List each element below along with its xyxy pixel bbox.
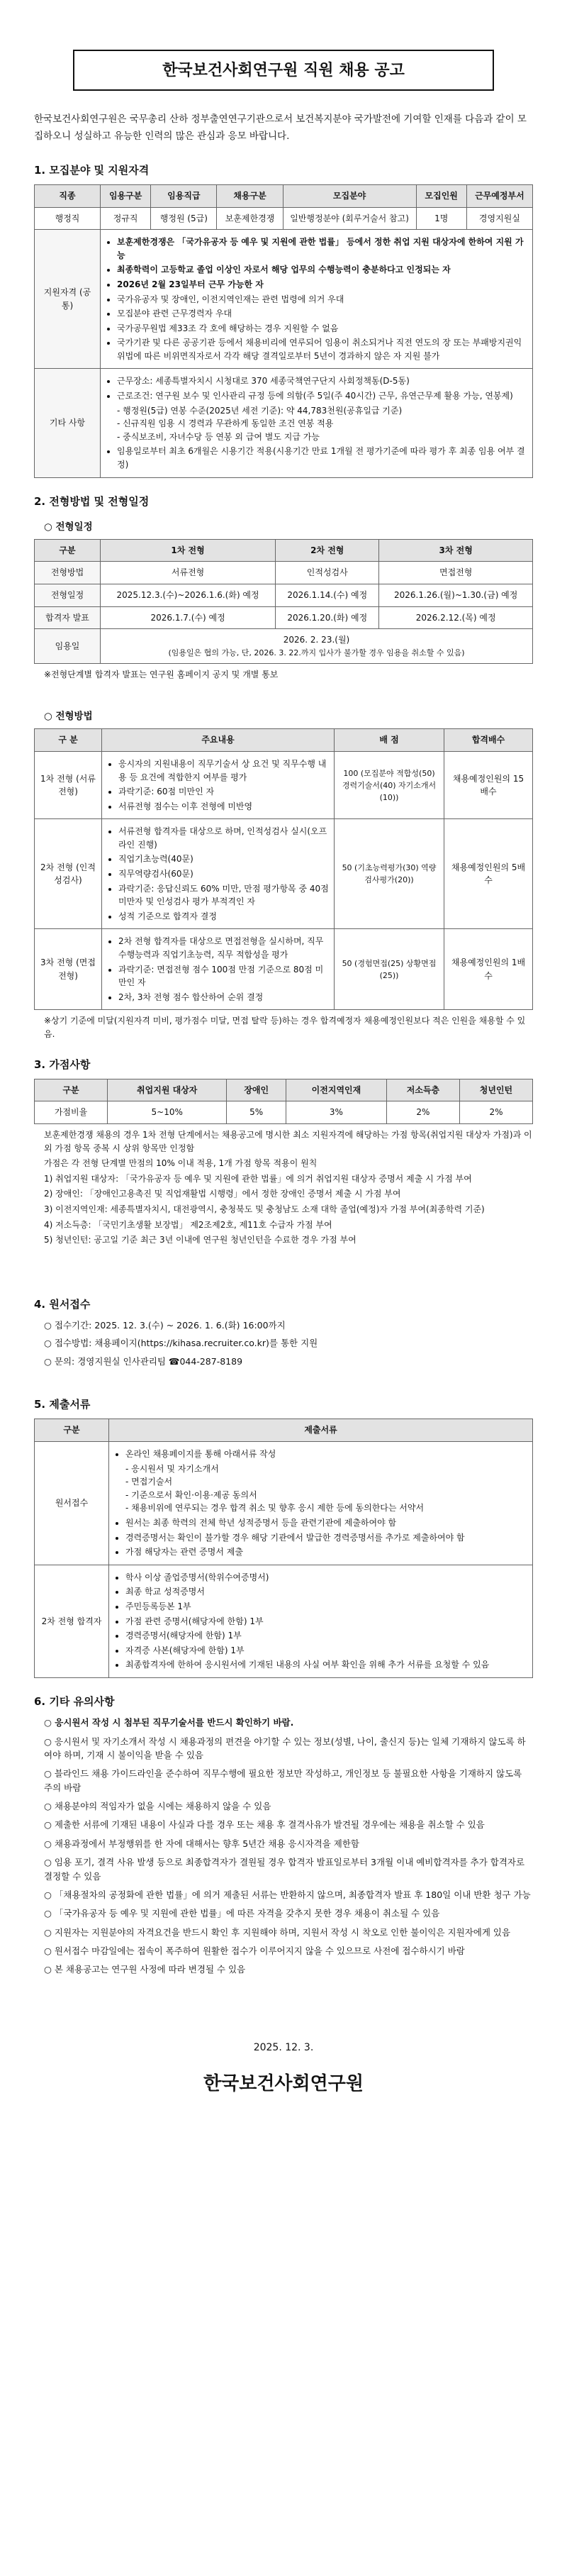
col-header: 1차 전형 <box>101 539 276 562</box>
list-item[interactable]: ○ 접수방법: 채용페이지(https://kihasa.recruiter.co.kr)를 통한 지원 <box>44 1338 318 1349</box>
method-points <box>107 757 329 813</box>
bonus-note: 5) 청년인턴: 공고일 기준 최근 3년 이내에 연구원 청년인턴을 수료한 경우 가점 부여 <box>44 1235 357 1245</box>
col-header: 이전지역인재 <box>286 1079 386 1101</box>
table-cell: 전형방법 <box>35 562 101 584</box>
list-item: • 과락기준: 응답신뢰도 60% 미만, 만점 평가항목 중 40점 미만자 및 인성검사 평가 부적격인 자 <box>118 882 329 909</box>
page-title: 한국보건사회연구원 직원 채용 공고 <box>73 50 494 91</box>
list-item: • 응시자의 지원내용이 직무기술서 상 요건 및 직무수행 내용 등 요건에 적합한지 여부를 평가 <box>118 757 329 784</box>
list-item: • 과락기준: 면접전형 점수 100점 만점 기준으로 80점 미만인 자 <box>118 963 329 989</box>
list-item: • 모집분야 관련 근무경력자 우대 <box>117 307 527 321</box>
col-header: 구분 <box>35 1419 109 1442</box>
list-item: • 근로조건: 연구원 보수 및 인사관리 규정 등에 의함(주 5일(주 40시간) 근무, 유연근무제 활용 가능, 연봉제) <box>117 389 527 403</box>
recruit-table <box>34 184 533 478</box>
documents-list <box>114 1448 527 1461</box>
list-item: • 성적 기준으로 합격자 결정 <box>118 910 329 923</box>
table-row <box>35 562 533 584</box>
intro-text: 한국보건사회연구원은 국무총리 산하 정부출연연구기관으로서 보건복지분야 국가발전에 기여할 인재를 다음과 같이 모집하오니 성실하고 유능한 인력의 많은 관심과 응모 바랍니다. <box>34 113 527 143</box>
section-1-heading: 1. 모집분야 및 지원자격 <box>34 163 150 177</box>
table-cell: 50 (기초능력평가(30) 역량검사평가(20)) <box>335 819 444 929</box>
col-header: 합격배수 <box>444 729 533 752</box>
col-header: 임용직급 <box>151 184 217 207</box>
list-item: ○ 문의: 경영지원실 인사관리팀 ☎044-287-8189 <box>44 1355 243 1367</box>
section-4-heading: 4. 원서접수 <box>34 1297 91 1311</box>
method-points <box>107 935 329 1004</box>
list-item: • 2차, 3차 전형 점수 합산하여 순위 결정 <box>118 991 329 1004</box>
section-2-heading: 2. 전형방법 및 전형일정 <box>34 494 150 508</box>
bonus-note: 가점은 각 전형 단계별 만점의 10% 이내 적용, 1개 가점 항목 적용이 원칙 <box>44 1158 318 1169</box>
etc-list <box>106 374 527 402</box>
schedule-table <box>34 539 533 664</box>
list-item: - 기준으로서 확인·이용·제공 동의서 <box>125 1489 527 1502</box>
organization-name: 한국보건사회연구원 <box>203 2073 364 2095</box>
start-date-cell <box>101 629 533 664</box>
bonus-table <box>34 1079 533 1124</box>
table-cell: 채용예정인원의 5배수 <box>444 819 533 929</box>
list-item: • 국가유공자 및 장애인, 이전지역인재는 관련 법령에 의거 우대 <box>117 293 527 306</box>
table-cell: 3% <box>286 1101 386 1124</box>
table-cell <box>102 929 335 1010</box>
table-cell: 100 (모집분야 적합성(50) 경력기술서(40) 자기소개서(10)) <box>335 751 444 818</box>
list-item: ○ 응시원서 및 자기소개서 작성 시 채용과정의 편견을 야기할 수 있는 정보(성별, 나이, 출신지 등)는 일체 기재하지 않도록 하여야 하며, 기재 시 불이익을 받을 수 있음 <box>44 1736 526 1760</box>
list-item: • 국가기관 및 다른 공공기관 등에서 채용비리에 연루되어 임용이 취소되거나 직전 연도의 장 또는 부패방지권익위법에 따른 비위면직자로서 각각 해당 결격일로부터 5년이 경과하지 않은 자 지원 불가 <box>117 336 527 362</box>
list-item: ○ 원서접수 마감일에는 접속이 폭주하여 원활한 접수가 이루어지지 않을 수 있으므로 사전에 접수하시기 바람 <box>44 1945 465 1957</box>
list-item: ○ 제출한 서류에 기재된 내용이 사실과 다를 경우 또는 채용 후 결격사유가 발견될 경우에는 채용을 취소할 수 있음 <box>44 1819 485 1831</box>
table-cell: 면접전형 <box>379 562 533 584</box>
list-item: ○ 채용과정에서 부정행위를 한 자에 대해서는 향후 5년간 채용 응시자격을 제한함 <box>44 1838 359 1849</box>
col-header: 제출서류 <box>109 1419 533 1442</box>
table-row <box>35 1565 533 1677</box>
table-row <box>35 1101 533 1124</box>
bonus-note: 4) 저소득층: 「국민기초생활 보장법」 제2조제2호, 제11호 수급자 가점 부여 <box>44 1219 332 1230</box>
table-cell: 2026.1.14.(수) 예정 <box>276 584 379 606</box>
table-cell: 채용예정인원의 1배수 <box>444 929 533 1010</box>
list-item: • 자격증 사본(해당자에 한함) 1부 <box>125 1644 527 1658</box>
documents-list <box>114 1516 527 1559</box>
bonus-note: 2) 장애인: 「장애인고용촉진 및 직업재활법 시행령」에서 정한 장애인 증명서 제출 시 가점 부여 <box>44 1189 401 1199</box>
table-row <box>35 606 533 629</box>
bonus-note: 보훈제한경쟁 채용의 경우 1차 전형 단계에서는 채용공고에 명시한 최소 지원자격에 해당하는 가점 항목(취업지원 대상자 가점)과 이외 가점 항목 중복 시 상위 항목만 인정함 <box>44 1130 532 1153</box>
list-item: • 원서는 최종 학력의 전체 학년 성적증명서 등을 관련기관에 제출하여야 함 <box>125 1516 527 1530</box>
etc-label: 기타 사항 <box>35 369 101 477</box>
list-item: - 채용비위에 연루되는 경우 합격 취소 및 향후 응시 제한 등에 동의한다는 서약서 <box>125 1501 527 1515</box>
table-cell <box>102 819 335 929</box>
list-item: ○ 「국가유공자 등 예우 및 지원에 관한 법률」에 따른 자격을 갖추지 못한 경우 채용이 취소될 수 있음 <box>44 1908 440 1919</box>
table-cell: 서류전형 <box>101 562 276 584</box>
col-header: 구분 <box>35 1079 108 1101</box>
table-row <box>35 629 533 664</box>
table-cell: 2026.2.12.(목) 예정 <box>379 606 533 629</box>
table-cell: 2% <box>459 1101 532 1124</box>
list-item: • 2차 전형 합격자를 대상으로 면접전형을 실시하며, 직무수행능력과 직업기초능력, 직무 적합성을 평가 <box>118 935 329 961</box>
table-cell: 2% <box>386 1101 459 1124</box>
list-item: • 최종 학교 성적증명서 <box>125 1585 527 1599</box>
documents-table <box>34 1419 533 1678</box>
method-note: ※상기 기준에 미달(지원자격 미비, 평가점수 미달, 면접 탈락 등)하는 경우 합격예정자 채용예정인원보다 적은 인원을 채용할 수 있음. <box>44 1016 526 1040</box>
table-cell: 2026.1.7.(수) 예정 <box>101 606 276 629</box>
list-item: ○ 응시원서 작성 시 첨부된 직무기술서를 반드시 확인하기 바람. <box>44 1717 294 1728</box>
table-cell: 인적성검사 <box>276 562 379 584</box>
list-item: • 최종학력이 고등학교 졸업 이상인 자로서 해당 업무의 수행능력이 충분하다고 인정되는 자 <box>117 263 527 277</box>
section-3-heading: 3. 가점사항 <box>34 1057 91 1071</box>
table-cell: 50 (경험면접(25) 상황면접(25)) <box>335 929 444 1010</box>
qualification-list-cell <box>101 230 533 369</box>
list-item: • 근무장소: 세종특별자치시 시청대로 370 세종국책연구단지 사회정책동(D-5동) <box>117 374 527 388</box>
table-cell: 행정원 (5급) <box>151 207 217 230</box>
documents-list <box>114 1571 527 1672</box>
table-cell: 3차 전형 (면접전형) <box>35 929 102 1010</box>
table-row <box>35 230 533 369</box>
list-item: • 2026년 2월 23일부터 근무 가능한 자 <box>117 278 527 292</box>
col-header: 근무예정부서 <box>466 184 532 207</box>
list-item: • 온라인 채용페이지를 통해 아래서류 작성 <box>125 1448 527 1461</box>
method-title: ○ 전형방법 <box>44 711 93 723</box>
bonus-notes <box>44 1128 533 1247</box>
table-cell: 1명 <box>416 207 466 230</box>
col-header: 2차 전형 <box>276 539 379 562</box>
table-cell: 보훈제한경쟁 <box>217 207 283 230</box>
qualification-list <box>106 235 527 362</box>
guideline-list <box>44 1716 533 1977</box>
list-item: • 과락기준: 60점 미만인 자 <box>118 785 329 799</box>
list-item: • 가점 해당자는 관련 증명서 제출 <box>125 1545 527 1559</box>
col-header: 모집인원 <box>416 184 466 207</box>
table-row <box>35 819 533 929</box>
table-cell <box>102 751 335 818</box>
table-cell: 5~10% <box>108 1101 227 1124</box>
list-item: ○ 「채용절차의 공정화에 관한 법률」에 의거 제출된 서류는 반환하지 않으며, 최종합격자 발표 후 180일 이내 반환 청구 가능 <box>44 1889 531 1900</box>
table-row <box>35 207 533 230</box>
list-item: • 직무역량검사(60문) <box>118 867 329 881</box>
section-6-heading: 6. 기타 유의사항 <box>34 1694 115 1708</box>
table-cell: 행정직 <box>35 207 101 230</box>
list-item: ○ 임용 포기, 결격 사유 발생 등으로 최종합격자가 결원될 경우 합격자 발표일로부터 3개월 이내 예비합격자를 추가 합격자로 결정할 수 있음 <box>44 1857 525 1882</box>
table-cell: 경영지원실 <box>466 207 532 230</box>
table-cell: 2차 전형 합격자 <box>35 1565 109 1677</box>
list-item: • 국가공무원법 제33조 각 호에 해당하는 경우 지원할 수 없음 <box>117 322 527 335</box>
start-date-note: (임용일은 협의 가능, 단, 2026. 3. 22.까지 입사가 불가할 경우 임용을 취소할 수 있음) <box>168 648 465 657</box>
list-item: • 학사 이상 졸업증명서(학위수여증명서) <box>125 1571 527 1584</box>
table-cell: 원서접수 <box>35 1442 109 1565</box>
list-item: ○ 지원자는 지원분야의 자격요건을 반드시 확인 후 지원해야 하며, 지원서 작성 시 착오로 인한 불이익은 지원자에게 있음 <box>44 1926 511 1938</box>
table-cell: 임용일 <box>35 629 101 664</box>
bonus-note: 3) 이전지역인재: 세종특별자치시, 대전광역시, 충청북도 및 충청남도 소재 대학 졸업(예정)자 가점 부여(최종학력 기준) <box>44 1204 485 1215</box>
list-item: • 가점 관련 증명서(해당자에 한함) 1부 <box>125 1615 527 1628</box>
list-item: - 행정원(5급) 연봉 수준(2025년 세전 기준): 약 44,783천원(공휴일급 기준) <box>117 404 527 418</box>
col-header: 장애인 <box>227 1079 286 1101</box>
col-header: 구분 <box>35 539 101 562</box>
col-header: 배 점 <box>335 729 444 752</box>
list-item: - 신규직원 임용 시 경력과 무관하게 동일한 조건 연봉 적용 <box>117 417 527 431</box>
qualification-label: 지원자격 (공통) <box>35 230 101 369</box>
table-row <box>35 369 533 477</box>
col-header: 모집분야 <box>283 184 416 207</box>
col-header: 직종 <box>35 184 101 207</box>
list-item: • 주민등록등본 1부 <box>125 1600 527 1614</box>
table-cell: 5% <box>227 1101 286 1124</box>
list-item: - 중식보조비, 자녀수당 등 연봉 외 급여 별도 지급 가능 <box>117 431 527 444</box>
section-5-heading: 5. 제출서류 <box>34 1398 91 1411</box>
table-row <box>35 751 533 818</box>
list-item: • 최종합격자에 한하여 응시원서에 기재된 내용의 사실 여부 확인을 위해 추가 서류를 요청할 수 있음 <box>125 1658 527 1672</box>
documents-sublist <box>114 1462 527 1515</box>
col-header: 구 분 <box>35 729 102 752</box>
list-item: • 경력증명서는 확인이 불가할 경우 해당 기관에서 발급한 경력증명서를 추가로 제출하여야 함 <box>125 1531 527 1545</box>
list-item: • 보훈제한경쟁은 「국가유공자 등 예우 및 지원에 관한 법률」 등에서 정한 취업 지원 대상자에 한하여 지원 가능 <box>117 235 527 262</box>
col-header: 저소득층 <box>386 1079 459 1101</box>
list-item: • 서류전형 점수는 이후 전형에 미반영 <box>118 800 329 814</box>
col-header: 3차 전형 <box>379 539 533 562</box>
table-row <box>35 929 533 1010</box>
table-cell: 2차 전형 (인적성검사) <box>35 819 102 929</box>
list-item: - 응시원서 및 자기소개서 <box>125 1462 527 1476</box>
method-table <box>34 728 533 1010</box>
col-header: 임용구분 <box>101 184 151 207</box>
list-item: • 경력증명서(해당자에 한함) 1부 <box>125 1629 527 1643</box>
table-cell: 일반행정분야 (회루거술서 참고) <box>283 207 416 230</box>
method-points <box>107 825 329 923</box>
col-header: 채용구분 <box>217 184 283 207</box>
list-item: • 임용일로부터 최초 6개월은 시용기간 적용(시용기간 만료 1개월 전 평가기준에 따라 평가 후 최종 임용 여부 결정) <box>117 445 527 471</box>
table-cell <box>109 1565 533 1677</box>
col-header: 청년인턴 <box>459 1079 532 1101</box>
notice-date: 2025. 12. 3. <box>253 2041 314 2053</box>
table-row <box>35 584 533 606</box>
table-cell: 가점비율 <box>35 1101 108 1124</box>
list-item: ○ 본 채용공고는 연구원 사정에 따라 변경될 수 있음 <box>44 1964 246 1975</box>
table-cell: 정규직 <box>101 207 151 230</box>
list-item: ○ 접수기간: 2025. 12. 3.(수) ~ 2026. 1. 6.(화) 16:00까지 <box>44 1320 286 1331</box>
list-item: ○ 채용분야의 적임자가 없을 시에는 채용하지 않을 수 있음 <box>44 1801 271 1812</box>
schedule-note: ※전형단계별 합격자 발표는 연구원 홈페이지 공지 및 개별 통보 <box>44 669 279 679</box>
table-cell: 2026.1.20.(화) 예정 <box>276 606 379 629</box>
application-list <box>44 1318 533 1368</box>
table-cell: 2025.12.3.(수)~2026.1.6.(화) 예정 <box>101 584 276 606</box>
col-header: 취업지원 대상자 <box>108 1079 227 1101</box>
list-item: • 서류전형 합격자를 대상으로 하며, 인적성검사 실시(오프라인 진행) <box>118 825 329 851</box>
schedule-title: ○ 전형일정 <box>44 521 93 533</box>
etc-sublist <box>106 404 527 444</box>
table-cell: 전형일정 <box>35 584 101 606</box>
table-cell: 2026.1.26.(월)~1.30.(금) 예정 <box>379 584 533 606</box>
list-item: • 직업기초능력(40문) <box>118 853 329 866</box>
table-cell: 채용예정인원의 15배수 <box>444 751 533 818</box>
etc-list-cell <box>101 369 533 477</box>
table-row <box>35 1442 533 1565</box>
table-cell: 1차 전형 (서류전형) <box>35 751 102 818</box>
list-item: ○ 블라인드 채용 가이드라인을 준수하여 직무수행에 필요한 정보만 작성하고, 개인정보 등 불필요한 사항을 기재하지 않도록 주의 바람 <box>44 1768 522 1793</box>
bonus-note: 1) 취업지원 대상자: 「국가유공자 등 예우 및 지원에 관한 법률」에 의거 취업지원 대상자 증명서 제출 시 가점 부여 <box>44 1173 472 1184</box>
start-date: 2026. 2. 23.(월) <box>283 635 350 645</box>
col-header: 주요내용 <box>102 729 335 752</box>
etc-list <box>106 445 527 471</box>
list-item: - 면접기술서 <box>125 1475 527 1489</box>
table-cell <box>109 1442 533 1565</box>
table-cell: 합격자 발표 <box>35 606 101 629</box>
